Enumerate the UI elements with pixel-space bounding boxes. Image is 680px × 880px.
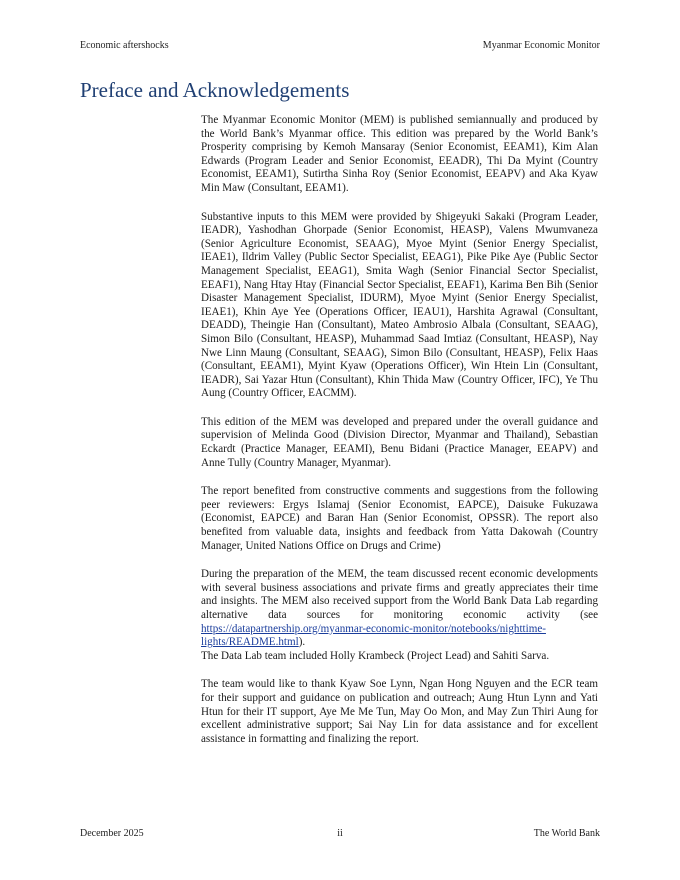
footer-date: December 2025: [80, 828, 144, 839]
paragraph-data-lab-text: During the preparation of the MEM, the team discussed recent economic developments with several business associations and private firms and greatly appreciates their time and insights. The MEM also received support from the World Bank Data Lab regarding alternative data sources for monitoring economic activity (see: [201, 568, 598, 621]
paragraph-contributors: Substantive inputs to this MEM were provided by Shigeyuki Sakaki (Program Leader, IEADR), Yashodhan Ghorpade (Senior Economist, HEASP), Valens Mwumvaneza (Senior Agriculture Economist, SEAAG), Myoe Myint (Senior Energy Specialist, IEAE1), Ildrim Valley (Public Sector Specialist, EEAG1), Pike Pike Aye (Public Sector Management Specialist, EEAG1), Smita Wagh (Senior Financial Sector Specialist, EEAF1), Nang Htay Htay (Financial Sector Specialist, EEAF1), Karima Ben Bih (Senior Disaster Management Specialist, IDURM), Myoe Myint (Senior Energy Specialist, IEAE1), Khin Aye Yee (Operations Officer, IEAU1), Harshita Agrawal (Consultant, DEADD), Theingie Han (Consultant), Mateo Ambrosio Albala (Consultant, SEAAG), Simon Bilo (Consultant, HEASP), Muhammad Saad Imtiaz (Consultant, HEASP), Nay Nwe Linn Maung (Consultant, SEAAG), Simon Bilo (Consultant, HEASP), Felix Haas (Consultant, EEAM1), Myint Kyaw (Operations Officer), Win Htein Lin (Consultant, IEADR), Sai Yazar Htun (Consultant), Khin Thida Maw (Country Officer, IFC), Ye Thu Aung (Country Officer, EACMM).: [201, 210, 598, 400]
paragraph-data-lab: [201, 568, 598, 650]
running-header-left: Economic aftershocks: [80, 40, 169, 51]
footer-publisher: The World Bank: [533, 828, 600, 839]
data-partnership-link[interactable]: https://datapartnership.org/myanmar-economic-monitor/notebooks/nighttime-lights/README.html: [201, 622, 546, 649]
body-text: [201, 114, 598, 761]
running-header-right: Myanmar Economic Monitor: [482, 40, 600, 51]
paragraph-data-lab-team: The Data Lab team included Holly Krambeck (Project Lead) and Sahiti Sarva.: [201, 649, 550, 662]
paragraph-guidance: This edition of the MEM was developed and prepared under the overall guidance and supervision of Melinda Good (Division Director, Myanmar and Thailand), Sebastian Eckardt (Practice Manager, EEAMI), Benu Bidani (Practice Manager, EEAPV) and Anne Tully (Country Manager, Myanmar).: [201, 415, 598, 469]
page-title: Preface and Acknowledgements: [80, 78, 350, 102]
paragraph-peer-reviewers: The report benefited from constructive comments and suggestions from the following peer reviewers: Ergys Islamaj (Senior Economist, EAPCE), Daisuke Fukuzawa (Economist, EAPCE) and Baran Han (Senior Economist, OPSSR). The report also benefited from valuable data, insights and feedback from Yatta Dakowah (Country Manager, United Nations Office on Drugs and Crime): [201, 485, 598, 552]
paragraph-authors: The Myanmar Economic Monitor (MEM) is published semiannually and produced by the World Bank’s Myanmar office. This edition was prepared by the World Bank’s Prosperity comprising by Kemoh Mansaray (Senior Economist, EEAM1), Kim Alan Edwards (Program Leader and Senior Economist, EEADR), Thi Da Myint (Country Economist, EEAM1), Sutirtha Sinha Roy (Senior Economist, EEAPV) and Aka Kyaw Min Maw (Consultant, EEAM1).: [201, 114, 598, 194]
paragraph-thanks: The team would like to thank Kyaw Soe Lynn, Ngan Hong Nguyen and the ECR team for their support and guidance on publication and outreach; Aung Htun Lynn and Yati Htun for their IT support, Aye Me Me Tun, May Oo Mon, and May Zun Thiri Aung for excellent administrative support; Sai Nay Lin for data assistance and for excellent assistance in formatting and finalizing the report.: [201, 678, 598, 745]
page-number: ii: [337, 828, 343, 839]
paragraph-data-lab-close: ).: [298, 636, 306, 649]
